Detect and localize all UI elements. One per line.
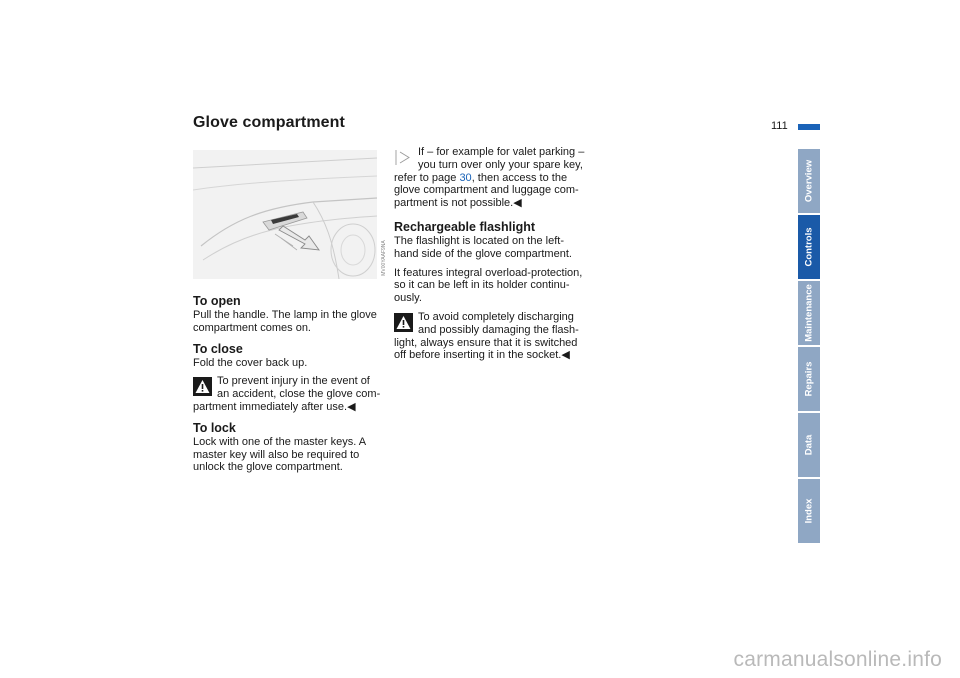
figure-code xyxy=(378,235,390,281)
warning-note-flashlight xyxy=(394,311,588,362)
text-to-lock: Lock with one of the master keys. A master key will also be required to unlock the glove compartment. xyxy=(193,435,366,474)
tab-index-label: Index xyxy=(803,498,815,524)
glove-compartment-illustration xyxy=(193,150,377,279)
text-to-open: Pull the handle. The lamp in the glove compartment comes on. xyxy=(193,309,377,334)
tab-index[interactable] xyxy=(798,479,820,543)
page-number: 111 xyxy=(771,120,788,132)
valet-note-first: If – for example for valet parking – you turn over only your spare key, xyxy=(418,146,585,171)
tab-repairs[interactable] xyxy=(798,347,820,411)
chapter-tabs xyxy=(798,149,820,545)
left-column xyxy=(193,294,383,481)
warning-icon xyxy=(193,377,212,396)
info-pointer-icon xyxy=(394,148,413,167)
tab-data[interactable] xyxy=(798,413,820,477)
valet-note-prefix: refer to page xyxy=(394,171,460,184)
section-to-lock xyxy=(193,421,383,474)
page-number-bar xyxy=(798,124,820,130)
tab-controls[interactable] xyxy=(798,215,820,279)
heading-to-close: To close xyxy=(193,341,243,356)
tab-repairs-label: Repairs xyxy=(803,361,815,397)
tab-overview-label: Overview xyxy=(803,159,815,203)
warning-close-rest: partment immediately after use.◀ xyxy=(193,400,356,413)
warning-note-close xyxy=(193,375,383,413)
tab-data-label: Data xyxy=(803,434,815,456)
heading-to-open: To open xyxy=(193,294,241,308)
section-flashlight xyxy=(394,220,588,362)
text-to-close: Fold the cover back up. xyxy=(193,356,308,369)
warning-flashlight-rest: light, always ensure that it is switched off before inserting it in the socket.◀ xyxy=(394,336,578,362)
warning-icon xyxy=(394,313,413,332)
section-to-open xyxy=(193,294,383,335)
info-note-valet xyxy=(394,146,588,210)
heading-flashlight: Rechargeable flashlight xyxy=(394,219,536,234)
warning-close-first: To prevent injury in the event of an accident, close the glove com- xyxy=(217,375,381,401)
tab-maintenance[interactable] xyxy=(798,281,820,345)
watermark: carmanualsonline.info xyxy=(733,648,942,671)
right-column xyxy=(394,146,588,369)
heading-to-lock: To lock xyxy=(193,420,236,435)
flashlight-text-1: The flashlight is located on the left-hand side of the glove compartment. xyxy=(394,234,572,260)
tab-maintenance-label: Maintenance xyxy=(803,284,815,342)
figure-code-text: MV00YAAF9NA xyxy=(381,240,387,276)
tab-controls-label: Controls xyxy=(803,227,815,267)
section-to-close xyxy=(193,342,383,414)
tab-overview[interactable] xyxy=(798,149,820,213)
warning-flashlight-first: To avoid completely discharging and possibly damaging the flash- xyxy=(418,310,579,336)
page-30-link[interactable]: 30 xyxy=(459,171,472,184)
flashlight-text-2: It features integral overload-protection, so it can be left in its holder continu-ously. xyxy=(394,266,583,305)
illustration-drawing xyxy=(193,150,377,279)
valet-note-suffix: , then access to the glove compartment and luggage com-partment is not possible.◀ xyxy=(394,171,579,210)
page-title: Glove compartment xyxy=(193,114,345,131)
